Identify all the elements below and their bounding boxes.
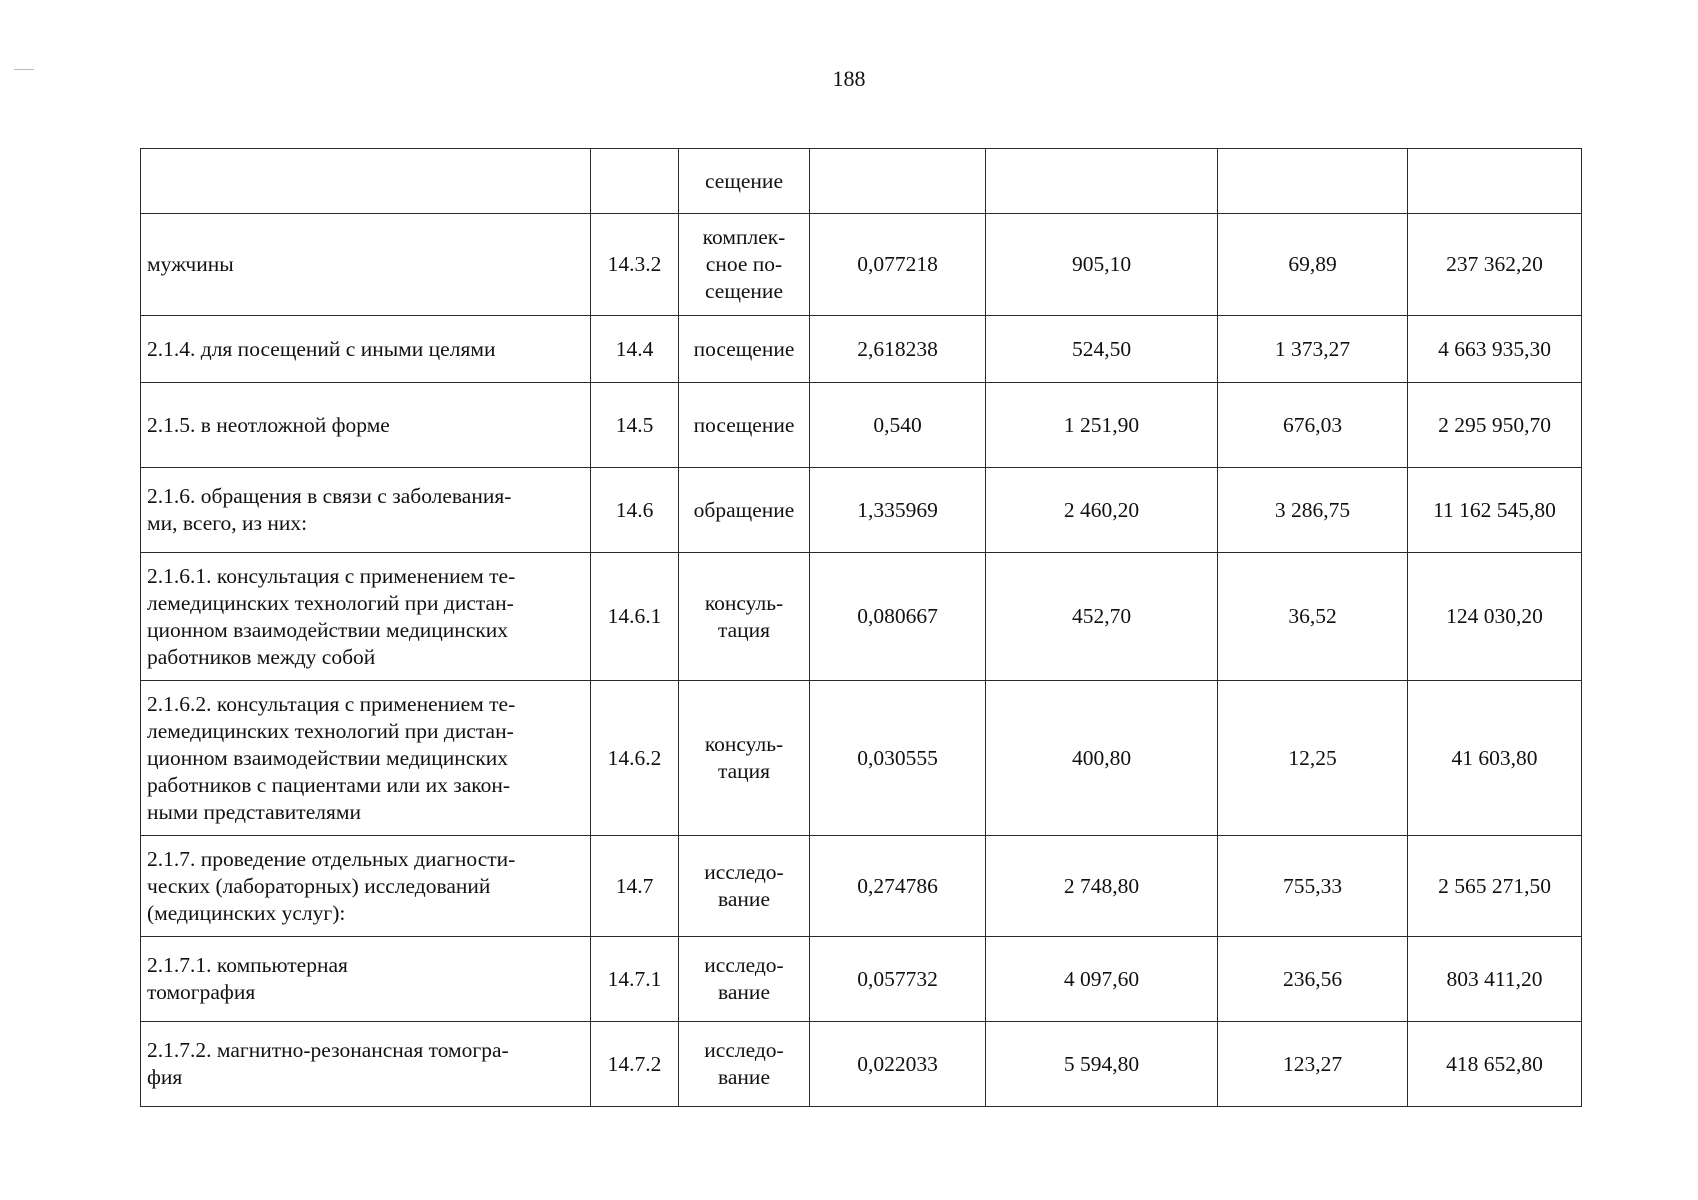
cell-value-2: 524,50 bbox=[986, 316, 1218, 383]
cell-name-line: 2.1.5. в неотложной форме bbox=[147, 412, 390, 437]
cell-code: 14.3.2 bbox=[591, 214, 679, 316]
cell-value-1 bbox=[810, 149, 986, 214]
cell-value-4: 11 162 545,80 bbox=[1408, 468, 1582, 553]
cell-unit bbox=[679, 214, 810, 316]
cell-unit-line: исследо- bbox=[704, 953, 784, 977]
cell-unit-line: сное по- bbox=[705, 252, 783, 276]
cell-unit-line: посещение bbox=[693, 412, 795, 437]
cell-value-1: 0,274786 bbox=[810, 836, 986, 937]
cell-value-3 bbox=[1218, 149, 1408, 214]
cell-name-line: ми, всего, из них: bbox=[147, 511, 308, 535]
cell-value-3: 755,33 bbox=[1218, 836, 1408, 937]
cell-name-line: ческих (лабораторных) исследований bbox=[147, 873, 491, 898]
cell-name-line: 2.1.4. для посещений с иными целями bbox=[147, 336, 496, 361]
cell-name-line: 2.1.6.1. консультация с применением те- bbox=[147, 563, 516, 588]
cell-code: 14.7.2 bbox=[591, 1022, 679, 1107]
cell-value-1: 1,335969 bbox=[810, 468, 986, 553]
cell-value-4: 2 295 950,70 bbox=[1408, 383, 1582, 468]
table-row bbox=[141, 1022, 1582, 1107]
table-row bbox=[141, 316, 1582, 383]
cell-unit-line: исследо- bbox=[704, 860, 784, 884]
table-row bbox=[141, 553, 1582, 681]
cell-name bbox=[141, 214, 591, 316]
cell-code: 14.4 bbox=[591, 316, 679, 383]
cell-code: 14.6.2 bbox=[591, 681, 679, 836]
cell-value-3: 36,52 bbox=[1218, 553, 1408, 681]
cell-name bbox=[141, 383, 591, 468]
cell-value-3: 123,27 bbox=[1218, 1022, 1408, 1107]
cell-name-line: ными представителями bbox=[147, 799, 361, 824]
cell-name bbox=[141, 681, 591, 836]
cell-name-line: работников с пациентами или их закон- bbox=[147, 772, 511, 797]
cell-value-4: 418 652,80 bbox=[1408, 1022, 1582, 1107]
cell-unit bbox=[679, 316, 810, 383]
cell-value-2: 1 251,90 bbox=[986, 383, 1218, 468]
cell-name bbox=[141, 468, 591, 553]
cell-unit bbox=[679, 681, 810, 836]
cell-unit-line: сещение bbox=[704, 168, 783, 193]
cell-name-line: 2.1.7. проведение отдельных диагности- bbox=[147, 846, 516, 871]
cell-unit-line: посещение bbox=[693, 336, 795, 361]
cell-value-2: 5 594,80 bbox=[986, 1022, 1218, 1107]
cell-unit-line: исследо- bbox=[704, 1038, 784, 1062]
cell-name-line: ционном взаимодействии медицинских bbox=[147, 617, 509, 642]
cell-unit-line: тация bbox=[717, 617, 771, 642]
cell-unit bbox=[679, 468, 810, 553]
cell-name-line: лемедицинских технологий при дистан- bbox=[147, 718, 514, 743]
cell-value-1: 0,080667 bbox=[810, 553, 986, 681]
table-row bbox=[141, 468, 1582, 553]
cell-unit bbox=[679, 149, 810, 214]
cell-code: 14.5 bbox=[591, 383, 679, 468]
cell-value-1: 0,030555 bbox=[810, 681, 986, 836]
cell-value-2: 905,10 bbox=[986, 214, 1218, 316]
cell-unit bbox=[679, 937, 810, 1022]
cell-name-line: ционном взаимодействии медицинских bbox=[147, 745, 509, 770]
cell-name-line: 2.1.7.1. компьютерная bbox=[147, 953, 348, 977]
cell-value-1: 0,077218 bbox=[810, 214, 986, 316]
cell-unit-line: комплек- bbox=[702, 225, 786, 249]
cell-name-line: томография bbox=[147, 980, 256, 1004]
table-row bbox=[141, 214, 1582, 316]
cell-name-line: работников между собой bbox=[147, 644, 376, 669]
tariff-table bbox=[140, 148, 1582, 1107]
page-number: 188 bbox=[832, 66, 866, 91]
cell-unit bbox=[679, 836, 810, 937]
cell-value-2: 2 460,20 bbox=[986, 468, 1218, 553]
cell-value-2: 400,80 bbox=[986, 681, 1218, 836]
table-row bbox=[141, 383, 1582, 468]
cell-name bbox=[141, 1022, 591, 1107]
cell-value-4: 124 030,20 bbox=[1408, 553, 1582, 681]
cell-value-4: 803 411,20 bbox=[1408, 937, 1582, 1022]
cell-unit bbox=[679, 553, 810, 681]
cell-unit-line: сещение bbox=[704, 279, 783, 303]
cell-unit-line: обращение bbox=[693, 497, 795, 522]
cell-value-4: 237 362,20 bbox=[1408, 214, 1582, 316]
cell-unit-line: консуль- bbox=[704, 732, 784, 756]
cell-name-line: 2.1.6. обращения в связи с заболевания- bbox=[147, 484, 512, 508]
cell-code: 14.7 bbox=[591, 836, 679, 937]
cell-unit bbox=[679, 1022, 810, 1107]
table-row bbox=[141, 836, 1582, 937]
cell-value-1: 2,618238 bbox=[810, 316, 986, 383]
table-row bbox=[141, 149, 1582, 214]
cell-value-2 bbox=[986, 149, 1218, 214]
cell-name-line: 2.1.6.2. консультация с применением те- bbox=[147, 691, 516, 716]
cell-name-line: лемедицинских технологий при дистан- bbox=[147, 590, 514, 615]
cell-code: 14.7.1 bbox=[591, 937, 679, 1022]
cell-name bbox=[141, 316, 591, 383]
cell-value-1: 0,022033 bbox=[810, 1022, 986, 1107]
cell-value-2: 452,70 bbox=[986, 553, 1218, 681]
cell-unit-line: вание bbox=[718, 887, 770, 911]
cell-value-3: 1 373,27 bbox=[1218, 316, 1408, 383]
cell-code: 14.6.1 bbox=[591, 553, 679, 681]
cell-value-2: 2 748,80 bbox=[986, 836, 1218, 937]
cell-unit-line: тация bbox=[717, 759, 771, 783]
cell-code: 14.6 bbox=[591, 468, 679, 553]
cell-unit-line: консуль- bbox=[704, 590, 784, 615]
cell-value-4: 2 565 271,50 bbox=[1408, 836, 1582, 937]
cell-name-line: фия bbox=[147, 1065, 183, 1089]
cell-value-4: 4 663 935,30 bbox=[1408, 316, 1582, 383]
cell-value-1: 0,057732 bbox=[810, 937, 986, 1022]
cell-name bbox=[141, 836, 591, 937]
cell-name bbox=[141, 937, 591, 1022]
table-row bbox=[141, 681, 1582, 836]
cell-unit bbox=[679, 383, 810, 468]
cell-value-3: 69,89 bbox=[1218, 214, 1408, 316]
cell-name-line: мужчины bbox=[147, 252, 234, 276]
cell-value-3: 12,25 bbox=[1218, 681, 1408, 836]
cell-value-1: 0,540 bbox=[810, 383, 986, 468]
cell-value-3: 3 286,75 bbox=[1218, 468, 1408, 553]
cell-value-4 bbox=[1408, 149, 1582, 214]
cell-name-line: (медицинских услуг): bbox=[147, 900, 346, 925]
cell-value-4: 41 603,80 bbox=[1408, 681, 1582, 836]
cell-value-3: 236,56 bbox=[1218, 937, 1408, 1022]
cell-name bbox=[141, 149, 591, 214]
cell-code bbox=[591, 149, 679, 214]
table-row bbox=[141, 937, 1582, 1022]
cell-name-line: 2.1.7.2. магнитно-резонансная томогра- bbox=[147, 1038, 509, 1062]
cell-unit-line: вание bbox=[718, 1065, 770, 1089]
cell-name bbox=[141, 553, 591, 681]
cell-value-3: 676,03 bbox=[1218, 383, 1408, 468]
cell-value-2: 4 097,60 bbox=[986, 937, 1218, 1022]
cell-unit-line: вание bbox=[718, 980, 770, 1004]
table-body bbox=[141, 149, 1582, 1107]
